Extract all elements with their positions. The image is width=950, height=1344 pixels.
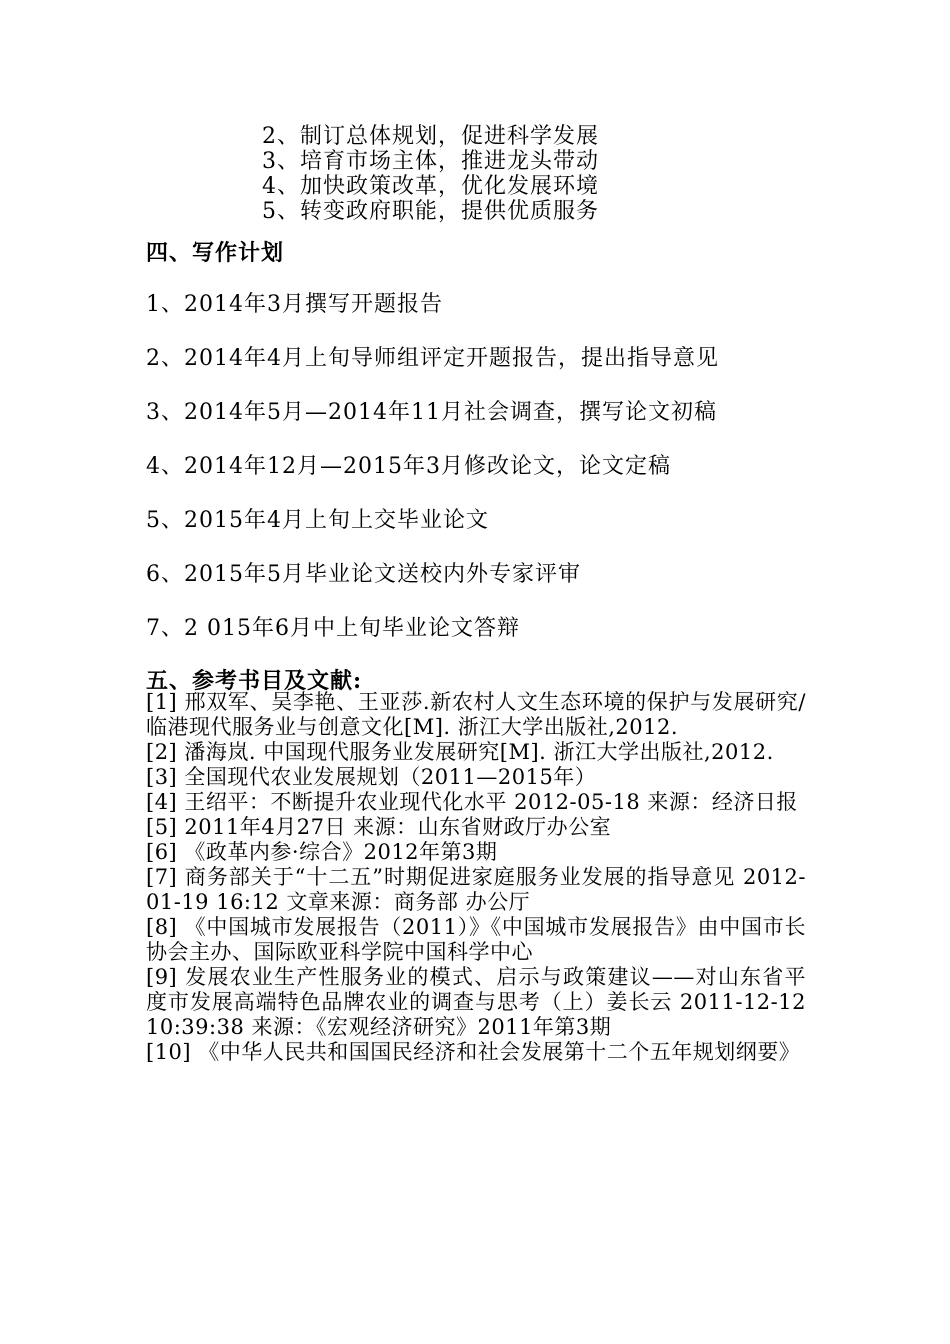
plan-item: 3、2014年5月—2014年11月社会调查，撰写论文初稿	[146, 400, 717, 425]
reference-item: [8] 《中国城市发展报告（2011）》《中国城市发展报告》由中国市长协会主办、国际欧亚科学院中国科学中心	[146, 915, 806, 964]
plan-item: 6、2015年5月毕业论文送校内外专家评审	[146, 562, 581, 587]
plan-item: 2、2014年4月上旬导师组评定开题报告，提出指导意见	[146, 346, 719, 371]
plan-item: 5、2015年4月上旬上交毕业论文	[146, 508, 489, 533]
strategy-item: 3、培育市场主体，推进龙头带动	[262, 149, 599, 174]
strategy-item: 5、转变政府职能，提供优质服务	[262, 199, 599, 224]
section-heading-references: 五、参考书目及文献:	[146, 668, 363, 694]
plan-item: 7、2 015年6月中上旬毕业论文答辩	[146, 616, 520, 641]
reference-list	[146, 690, 806, 1065]
section-heading-writing-plan: 四、写作计划	[146, 240, 285, 266]
strategy-item: 2、制订总体规划，促进科学发展	[262, 124, 599, 149]
reference-item: [6] 《政革内参·综合》2012年第3期	[146, 840, 498, 864]
plan-item: 4、2014年12月—2015年3月修改论文，论文定稿	[146, 454, 671, 479]
reference-item: [10] 《中华人民共和国国民经济和社会发展第十二个五年规划纲要》	[146, 1040, 801, 1064]
plan-item: 1、2014年3月撰写开题报告	[146, 292, 443, 317]
reference-item: [4] 王绍平：不断提升农业现代化水平 2012-05-18 来源：经济日报	[146, 790, 798, 814]
reference-item: [3] 全国现代农业发展规划（2011—2015年）	[146, 765, 597, 789]
reference-item: [2] 潘海岚. 中国现代服务业发展研究[M]. 浙江大学出版社,2012.	[146, 740, 774, 764]
reference-item: [7] 商务部关于“十二五”时期促进家庭服务业发展的指导意见 2012-01-19 16:12 文章来源：商务部 办公厅	[146, 865, 806, 914]
writing-plan-list	[146, 292, 719, 670]
reference-item: [5] 2011年4月27日 来源：山东省财政厅办公室	[146, 815, 612, 839]
reference-item: [1] 邢双军、吴李艳、王亚莎.新农村人文生态环境的保护与发展研究/临港现代服务业与创意文化[M]. 浙江大学出版社,2012.	[146, 690, 806, 739]
strategy-list	[262, 124, 599, 224]
strategy-item: 4、加快政策改革，优化发展环境	[262, 174, 599, 199]
reference-item: [9] 发展农业生产性服务业的模式、启示与政策建议——对山东省平度市发展高端特色品牌农业的调查与思考（上）姜长云 2011-12-12 10:39:38 来源：《宏观经济研究》2011年第3期	[146, 965, 806, 1039]
